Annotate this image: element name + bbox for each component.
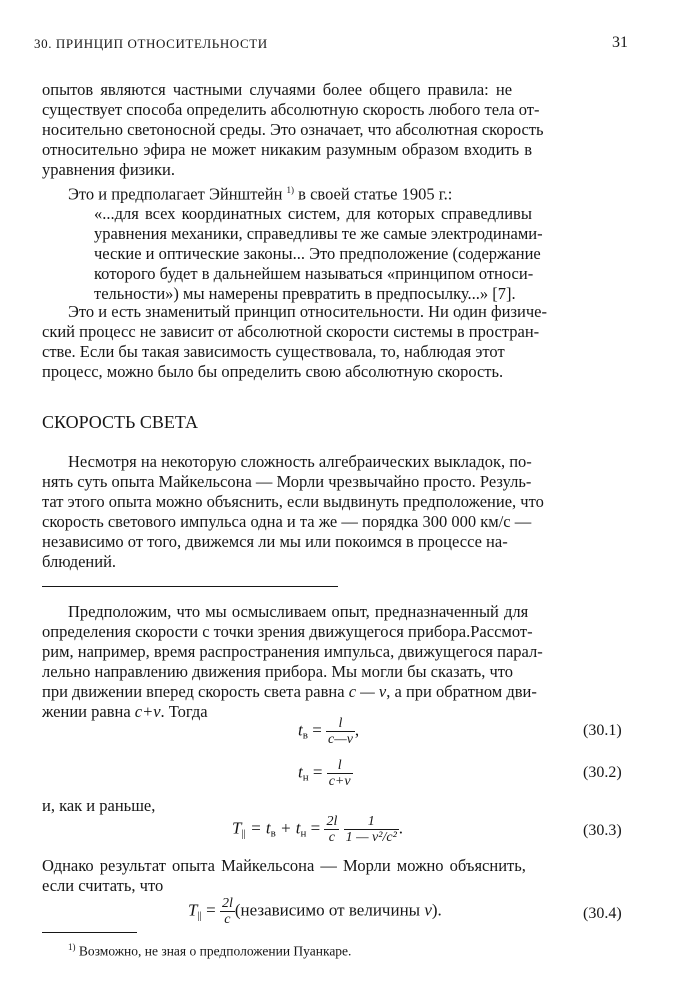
footnote-mark: 1) (68, 942, 76, 952)
punctuation: . (398, 818, 404, 838)
text-line: опытов являются частными случаями более общего правила: не (42, 80, 513, 99)
math-symbol: t (298, 762, 303, 782)
text: Это и предполагает Эйнштейн (68, 184, 283, 204)
text: при движении вперед скорость света равна (42, 682, 349, 701)
section-title: СКОРОСТЬ СВЕТА (42, 412, 198, 432)
quote-line: «...для всех координатных систем, для которых справедливы (94, 204, 532, 223)
math-symbol: T (232, 818, 242, 838)
text-line: определения скорости с точки зрения движущегося прибора.Рассмот- (42, 622, 533, 641)
footnote-ref: 1) (286, 185, 295, 195)
denominator: c+v (328, 774, 351, 789)
text: жении равна (42, 702, 135, 721)
running-title: 30. ПРИНЦИП ОТНОСИТЕЛЬНОСТИ (34, 36, 268, 51)
text-line: процесс, можно было бы определить свою абсолютную скорость. (42, 362, 504, 381)
footnote-rule (42, 932, 137, 933)
text-line: нять суть опыта Майкельсона — Морли чрезвычайно просто. Резуль- (42, 472, 532, 491)
equation-30-1: $t_в$ = $\frac{l}{c—v}$ , (298, 716, 360, 747)
equation-30-2: $t_н$ = $\frac{l}{c+v}$ (298, 758, 351, 789)
math-expression: c+v (134, 702, 161, 721)
text-line (42, 682, 537, 702)
text-line: уравнения физики. (42, 160, 175, 179)
math-symbol: = (306, 818, 325, 838)
text-line: стве. Если бы такая зависимость существовала, то, наблюдая этот (42, 342, 505, 361)
denominator: c (224, 912, 231, 927)
equation-30-4 (188, 896, 442, 927)
text-line: и, как и раньше, (42, 796, 156, 815)
numerator: 2l (221, 896, 233, 911)
page-number: 31 (612, 34, 628, 51)
text-line: Это и есть знаменитый принцип относительности. Ни один физиче- (68, 302, 547, 321)
text: , а при обратном дви- (386, 682, 537, 701)
math-symbol: = (201, 900, 220, 920)
text-line: если считать, что (42, 876, 164, 895)
fraction (324, 814, 339, 845)
fraction (344, 814, 399, 845)
text-line: блюдений. (42, 552, 117, 571)
equation-number: (30.1) (583, 722, 622, 739)
text-line: Однако результат опыта Майкельсона — Морли можно объяснить, (42, 856, 526, 875)
math-subscript: н (302, 771, 309, 784)
text-line: скорость светового импульса одна и та же — порядка 300 000 км/с — (42, 512, 532, 531)
text-line: Предположим, что мы осмысливаем опыт, предназначенный для (68, 602, 529, 621)
fraction (327, 758, 353, 789)
text-line: тат этого опыта можно объяснить, если выдвинуть предположение, что (42, 492, 544, 511)
equation-number: (30.2) (583, 764, 622, 781)
equation-30-3 (232, 814, 403, 845)
punctuation: ). (431, 900, 442, 920)
math-symbol: v (424, 900, 432, 920)
quote-line: уравнения механики, справедливы те же самые электродинами- (94, 224, 543, 243)
text-line: относительно эфира не может никаким разумным образом входить в (42, 140, 533, 159)
math-symbol: t (298, 720, 303, 740)
footnote-text: Возможно, не зная о предположении Пуанкаре. (75, 943, 352, 959)
text-line: ский процесс не зависит от абсолютной скорости системы в простран- (42, 322, 540, 341)
math-subscript: || (197, 909, 202, 922)
math-symbol: = t (245, 818, 271, 838)
text-line: независимо от того, движемся ли мы или покоимся в процессе на- (42, 532, 508, 551)
equation-number: (30.3) (583, 822, 622, 839)
text-line: Несмотря на некоторую сложность алгебраических выкладок, по- (68, 452, 532, 471)
denominator: 1 — v²/c² (345, 830, 397, 845)
footnote (68, 942, 351, 960)
quote-line: ческие и оптические законы... Это предположение (содержание (94, 244, 541, 263)
math-subscript: || (241, 827, 246, 840)
text-line: носительно светоносной среды. Это означает, что абсолютная скорость (42, 120, 544, 139)
separator-rule (42, 586, 338, 587)
math-symbol: T (188, 900, 198, 920)
numerator: l (326, 716, 355, 732)
math-subscript: н (300, 827, 307, 840)
numerator: l (327, 758, 353, 774)
quote-line: тельности») мы намерены превратить в предпосылку...» [7]. (94, 284, 516, 303)
equation-text: (независимо от величины (234, 900, 425, 920)
text-line: существует способа определить абсолютную скорость любого тела от- (42, 100, 540, 119)
math-subscript: в (270, 827, 276, 840)
text-line: рим, например, время распространения импульса, движущегося парал- (42, 642, 543, 661)
math-symbol: + t (275, 818, 301, 838)
numerator: 1 (344, 814, 399, 830)
punctuation: , (354, 720, 360, 740)
paragraph-2 (68, 180, 452, 205)
text: в своей статье 1905 г.: (294, 184, 453, 204)
text-line (42, 702, 208, 722)
fraction (326, 716, 355, 747)
numerator: 2l (326, 814, 338, 829)
denominator: c (328, 830, 336, 845)
denominator: c—v (328, 732, 353, 747)
fraction (220, 896, 235, 927)
equation-number: (30.4) (583, 905, 622, 922)
quote-line: которого будет в дальнейшем называться «принципом относи- (94, 264, 534, 283)
text-line: лельно направлению движения прибора. Мы могли бы сказать, что (42, 662, 514, 681)
math-expression: c — v (348, 682, 387, 701)
math-subscript: в (302, 729, 308, 742)
text: . Тогда (160, 702, 208, 721)
